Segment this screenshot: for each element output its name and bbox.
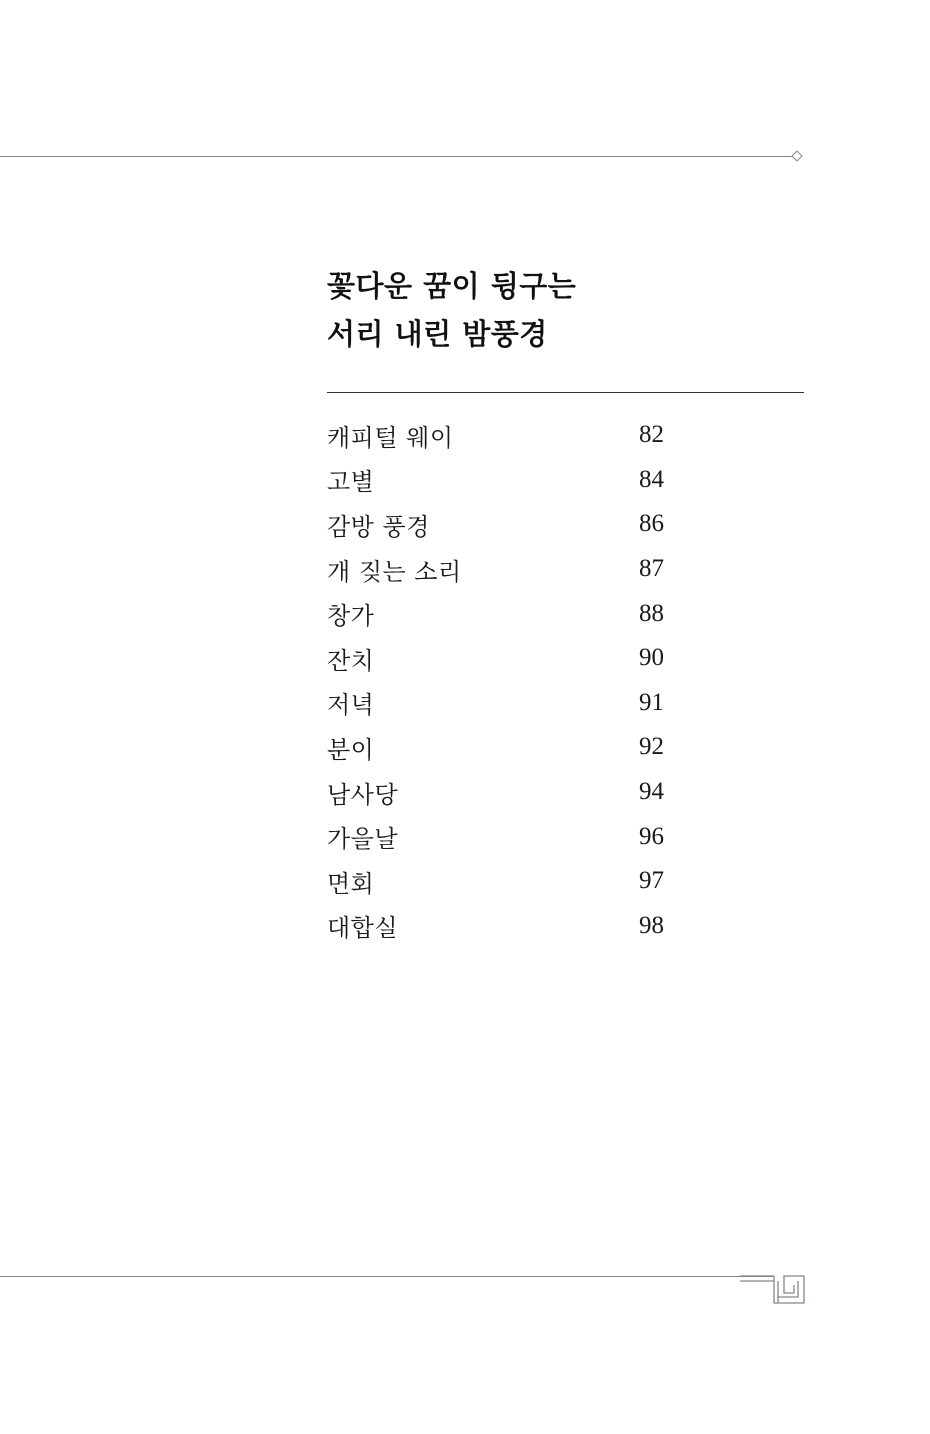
toc-entry-title: 캐피털 웨이 [327, 423, 454, 452]
toc-entry-title: 가을날 [327, 825, 399, 854]
toc-entry [327, 502, 727, 547]
toc-entry [327, 904, 727, 949]
toc-entry-page: 94 [639, 778, 664, 806]
toc-entry-page: 97 [639, 867, 664, 895]
toc-entry [327, 770, 727, 815]
title-divider [327, 392, 804, 393]
table-of-contents [327, 413, 727, 948]
toc-entry [327, 725, 727, 770]
section-title-line-1: 꽃다운 꿈이 뒹구는 [327, 269, 577, 303]
diamond-ornament-icon [791, 150, 802, 161]
toc-entry-title: 감방 풍경 [327, 512, 430, 541]
toc-entry [327, 413, 727, 458]
toc-entry [327, 591, 727, 636]
fret-ornament-icon [740, 1273, 806, 1307]
toc-entry-page: 82 [639, 421, 664, 449]
section-title [327, 262, 576, 358]
toc-entry-page: 84 [639, 465, 664, 493]
toc-entry [327, 681, 727, 726]
toc-entry-title: 분이 [327, 735, 375, 764]
bottom-decorative-rule [0, 1276, 773, 1277]
toc-entry [327, 859, 727, 904]
toc-entry-title: 면회 [327, 869, 375, 898]
toc-entry-page: 88 [639, 599, 664, 627]
toc-entry-page: 98 [639, 911, 664, 939]
toc-entry-page: 91 [639, 688, 664, 716]
toc-entry-title: 창가 [327, 602, 375, 631]
toc-entry [327, 636, 727, 681]
toc-entry [327, 458, 727, 503]
section-title-line-2: 서리 내린 밤풍경 [327, 317, 548, 351]
toc-entry-page: 90 [639, 644, 664, 672]
toc-entry-title: 대합실 [327, 914, 399, 943]
toc-entry-title: 저녁 [327, 691, 375, 720]
toc-entry-title: 잔치 [327, 646, 375, 675]
toc-entry-title: 개 짖는 소리 [327, 557, 462, 586]
top-decorative-rule [0, 156, 792, 157]
toc-entry-title: 고별 [327, 468, 375, 497]
toc-entry-page: 86 [639, 510, 664, 538]
toc-entry-page: 87 [639, 555, 664, 583]
toc-entry-page: 96 [639, 822, 664, 850]
toc-entry-page: 92 [639, 733, 664, 761]
toc-entry [327, 814, 727, 859]
toc-entry [327, 547, 727, 592]
toc-entry-title: 남사당 [327, 780, 399, 809]
